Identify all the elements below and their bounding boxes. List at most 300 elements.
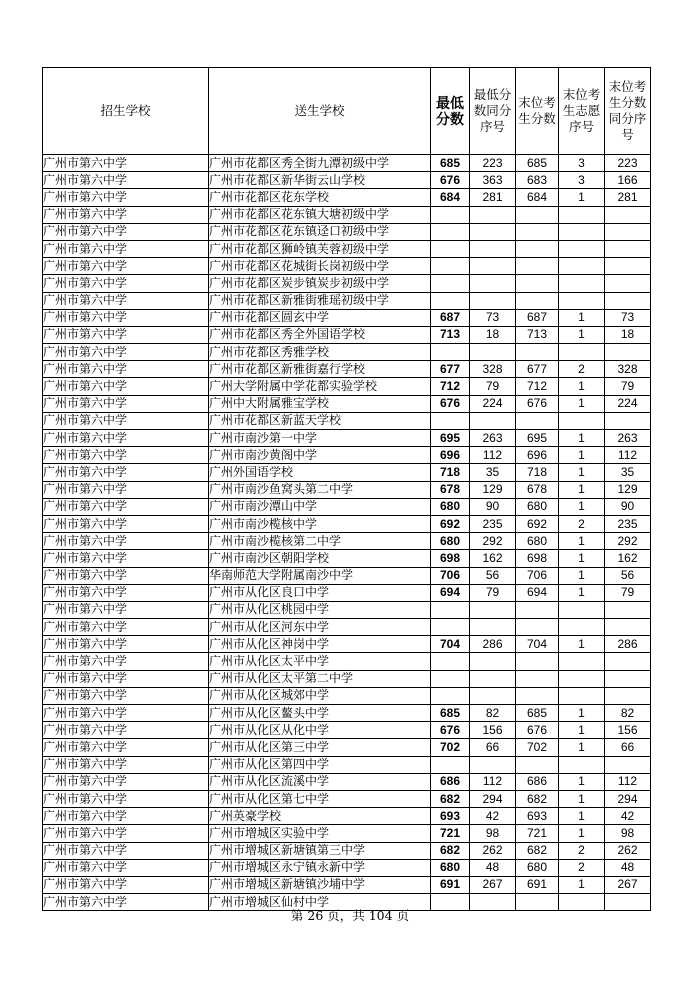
min-score-cell: 680 bbox=[431, 533, 470, 550]
min-rank-cell: 82 bbox=[470, 705, 516, 722]
last-pref-cell: 1 bbox=[559, 326, 605, 343]
recruit-school-cell: 广州市第六中学 bbox=[43, 636, 209, 653]
table-row bbox=[43, 464, 651, 481]
send-school-cell: 广州市从化区流溪中学 bbox=[209, 773, 431, 790]
last-score-cell: 684 bbox=[516, 189, 559, 206]
table-row bbox=[43, 206, 651, 223]
recruit-school-cell: 广州市第六中学 bbox=[43, 292, 209, 309]
table-row bbox=[43, 412, 651, 429]
recruit-school-cell: 广州市第六中学 bbox=[43, 361, 209, 378]
min-score-cell bbox=[431, 223, 470, 240]
last-pref-cell bbox=[559, 412, 605, 429]
last-pref-cell: 1 bbox=[559, 636, 605, 653]
last-score-cell: 685 bbox=[516, 705, 559, 722]
last-score-cell bbox=[516, 275, 559, 292]
send-school-cell: 广州市从化区良口中学 bbox=[209, 584, 431, 601]
min-rank-cell: 112 bbox=[470, 773, 516, 790]
last-pref-cell bbox=[559, 687, 605, 704]
table-row bbox=[43, 481, 651, 498]
table-row bbox=[43, 361, 651, 378]
last-rank-cell: 56 bbox=[605, 567, 651, 584]
min-score-cell: 692 bbox=[431, 515, 470, 532]
header-last-pref: 末位考生志愿序号 bbox=[559, 68, 605, 155]
recruit-school-cell: 广州市第六中学 bbox=[43, 670, 209, 687]
send-school-cell: 广州市南沙黄阁中学 bbox=[209, 447, 431, 464]
send-school-cell: 广州中大附属雅宝学校 bbox=[209, 395, 431, 412]
table-row bbox=[43, 326, 651, 343]
table-row bbox=[43, 258, 651, 275]
send-school-cell: 广州市花都区炭步镇炭步初级中学 bbox=[209, 275, 431, 292]
table-row bbox=[43, 842, 651, 859]
last-pref-cell: 1 bbox=[559, 722, 605, 739]
min-score-cell bbox=[431, 206, 470, 223]
last-rank-cell: 82 bbox=[605, 705, 651, 722]
min-score-cell bbox=[431, 240, 470, 257]
send-school-cell: 广州市花都区秀全外国语学校 bbox=[209, 326, 431, 343]
send-school-cell: 广州市从化区神岗中学 bbox=[209, 636, 431, 653]
send-school-cell: 广州市花都区花城街长岗初级中学 bbox=[209, 258, 431, 275]
last-score-cell: 676 bbox=[516, 722, 559, 739]
last-pref-cell: 1 bbox=[559, 481, 605, 498]
send-school-cell: 广州市花都区新华街云山学校 bbox=[209, 172, 431, 189]
last-score-cell: 685 bbox=[516, 155, 559, 172]
last-score-cell: 712 bbox=[516, 378, 559, 395]
recruit-school-cell: 广州市第六中学 bbox=[43, 619, 209, 636]
last-rank-cell: 294 bbox=[605, 790, 651, 807]
last-pref-cell: 1 bbox=[559, 395, 605, 412]
min-rank-cell: 267 bbox=[470, 876, 516, 893]
min-rank-cell: 224 bbox=[470, 395, 516, 412]
header-send-school: 送生学校 bbox=[209, 68, 431, 155]
send-school-cell: 华南师范大学附属南沙中学 bbox=[209, 567, 431, 584]
table-row bbox=[43, 395, 651, 412]
send-school-cell: 广州市花都区花东镇大塘初级中学 bbox=[209, 206, 431, 223]
recruit-school-cell: 广州市第六中学 bbox=[43, 790, 209, 807]
table-row bbox=[43, 619, 651, 636]
last-rank-cell: 90 bbox=[605, 498, 651, 515]
recruit-school-cell: 广州市第六中学 bbox=[43, 430, 209, 447]
recruit-school-cell: 广州市第六中学 bbox=[43, 756, 209, 773]
min-score-cell: 695 bbox=[431, 430, 470, 447]
last-rank-cell bbox=[605, 223, 651, 240]
last-pref-cell bbox=[559, 653, 605, 670]
min-rank-cell: 223 bbox=[470, 155, 516, 172]
table-row bbox=[43, 567, 651, 584]
recruit-school-cell: 广州市第六中学 bbox=[43, 584, 209, 601]
last-pref-cell: 1 bbox=[559, 739, 605, 756]
min-score-cell: 698 bbox=[431, 550, 470, 567]
last-pref-cell: 2 bbox=[559, 515, 605, 532]
last-score-cell bbox=[516, 412, 559, 429]
table-row bbox=[43, 155, 651, 172]
min-score-cell: 718 bbox=[431, 464, 470, 481]
table-row bbox=[43, 378, 651, 395]
table-row bbox=[43, 292, 651, 309]
last-score-cell bbox=[516, 756, 559, 773]
min-score-cell: 712 bbox=[431, 378, 470, 395]
last-rank-cell bbox=[605, 412, 651, 429]
send-school-cell: 广州市南沙鱼窝头第二中学 bbox=[209, 481, 431, 498]
last-rank-cell: 35 bbox=[605, 464, 651, 481]
min-rank-cell: 281 bbox=[470, 189, 516, 206]
table-row bbox=[43, 515, 651, 532]
table-row bbox=[43, 498, 651, 515]
last-rank-cell bbox=[605, 619, 651, 636]
min-score-cell: 685 bbox=[431, 705, 470, 722]
send-school-cell: 广州市花都区狮岭镇芙蓉初级中学 bbox=[209, 240, 431, 257]
recruit-school-cell: 广州市第六中学 bbox=[43, 653, 209, 670]
table-row bbox=[43, 275, 651, 292]
admission-table bbox=[42, 67, 651, 911]
min-score-cell: 677 bbox=[431, 361, 470, 378]
last-pref-cell bbox=[559, 670, 605, 687]
last-rank-cell: 79 bbox=[605, 378, 651, 395]
last-rank-cell bbox=[605, 344, 651, 361]
last-rank-cell: 129 bbox=[605, 481, 651, 498]
min-rank-cell bbox=[470, 670, 516, 687]
last-pref-cell: 2 bbox=[559, 859, 605, 876]
min-rank-cell: 35 bbox=[470, 464, 516, 481]
send-school-cell: 广州市增城区新塘镇第三中学 bbox=[209, 842, 431, 859]
min-rank-cell bbox=[470, 344, 516, 361]
last-score-cell: 691 bbox=[516, 876, 559, 893]
table-row bbox=[43, 584, 651, 601]
min-rank-cell: 56 bbox=[470, 567, 516, 584]
table-row bbox=[43, 859, 651, 876]
last-rank-cell: 112 bbox=[605, 447, 651, 464]
send-school-cell: 广州市花都区圆玄中学 bbox=[209, 309, 431, 326]
table-row bbox=[43, 722, 651, 739]
min-rank-cell bbox=[470, 240, 516, 257]
send-school-cell: 广州市从化区第四中学 bbox=[209, 756, 431, 773]
last-rank-cell: 263 bbox=[605, 430, 651, 447]
last-rank-cell: 42 bbox=[605, 808, 651, 825]
last-score-cell: 721 bbox=[516, 825, 559, 842]
min-rank-cell bbox=[470, 292, 516, 309]
page-footer: 第 26 页，共 104 页 bbox=[290, 908, 410, 923]
recruit-school-cell: 广州市第六中学 bbox=[43, 395, 209, 412]
min-score-cell: 680 bbox=[431, 498, 470, 515]
last-score-cell: 692 bbox=[516, 515, 559, 532]
recruit-school-cell: 广州市第六中学 bbox=[43, 498, 209, 515]
last-score-cell bbox=[516, 653, 559, 670]
last-rank-cell: 112 bbox=[605, 773, 651, 790]
last-pref-cell bbox=[559, 275, 605, 292]
send-school-cell: 广州市南沙潭山中学 bbox=[209, 498, 431, 515]
last-pref-cell bbox=[559, 223, 605, 240]
last-rank-cell: 235 bbox=[605, 515, 651, 532]
table-row bbox=[43, 636, 651, 653]
send-school-cell: 广州市花都区新雅街雅瑶初级中学 bbox=[209, 292, 431, 309]
recruit-school-cell: 广州市第六中学 bbox=[43, 481, 209, 498]
last-rank-cell: 66 bbox=[605, 739, 651, 756]
last-score-cell: 683 bbox=[516, 172, 559, 189]
last-rank-cell bbox=[605, 687, 651, 704]
last-score-cell: 698 bbox=[516, 550, 559, 567]
min-rank-cell: 162 bbox=[470, 550, 516, 567]
recruit-school-cell: 广州市第六中学 bbox=[43, 223, 209, 240]
last-rank-cell: 267 bbox=[605, 876, 651, 893]
recruit-school-cell: 广州市第六中学 bbox=[43, 240, 209, 257]
recruit-school-cell: 广州市第六中学 bbox=[43, 155, 209, 172]
recruit-school-cell: 广州市第六中学 bbox=[43, 206, 209, 223]
min-score-cell: 682 bbox=[431, 790, 470, 807]
last-rank-cell: 292 bbox=[605, 533, 651, 550]
last-rank-cell: 48 bbox=[605, 859, 651, 876]
min-score-cell bbox=[431, 292, 470, 309]
recruit-school-cell: 广州市第六中学 bbox=[43, 172, 209, 189]
table-body bbox=[43, 155, 651, 911]
send-school-cell: 广州市南沙区朝阳学校 bbox=[209, 550, 431, 567]
recruit-school-cell: 广州市第六中学 bbox=[43, 739, 209, 756]
table-row bbox=[43, 687, 651, 704]
min-rank-cell: 294 bbox=[470, 790, 516, 807]
min-score-cell: 686 bbox=[431, 773, 470, 790]
last-score-cell: 680 bbox=[516, 533, 559, 550]
header-last-rank: 末位考生分数同分序号 bbox=[605, 68, 651, 155]
min-score-cell: 685 bbox=[431, 155, 470, 172]
min-rank-cell: 73 bbox=[470, 309, 516, 326]
last-score-cell: 718 bbox=[516, 464, 559, 481]
last-score-cell: 693 bbox=[516, 808, 559, 825]
last-pref-cell: 3 bbox=[559, 172, 605, 189]
last-score-cell: 704 bbox=[516, 636, 559, 653]
table-row bbox=[43, 533, 651, 550]
min-rank-cell bbox=[470, 687, 516, 704]
last-rank-cell bbox=[605, 670, 651, 687]
recruit-school-cell: 广州市第六中学 bbox=[43, 842, 209, 859]
recruit-school-cell: 广州市第六中学 bbox=[43, 378, 209, 395]
table-row bbox=[43, 756, 651, 773]
last-pref-cell: 1 bbox=[559, 567, 605, 584]
last-pref-cell: 1 bbox=[559, 447, 605, 464]
min-score-cell: 694 bbox=[431, 584, 470, 601]
recruit-school-cell: 广州市第六中学 bbox=[43, 344, 209, 361]
min-rank-cell bbox=[470, 275, 516, 292]
last-score-cell bbox=[516, 240, 559, 257]
min-rank-cell bbox=[470, 601, 516, 618]
last-score-cell: 676 bbox=[516, 395, 559, 412]
min-rank-cell bbox=[470, 412, 516, 429]
send-school-cell: 广州市从化区第三中学 bbox=[209, 739, 431, 756]
send-school-cell: 广州英豪学校 bbox=[209, 808, 431, 825]
last-pref-cell: 2 bbox=[559, 842, 605, 859]
table-row bbox=[43, 240, 651, 257]
last-score-cell: 678 bbox=[516, 481, 559, 498]
table-row bbox=[43, 808, 651, 825]
header-min-rank: 最低分数同分序号 bbox=[470, 68, 516, 155]
last-score-cell bbox=[516, 206, 559, 223]
last-pref-cell bbox=[559, 619, 605, 636]
recruit-school-cell: 广州市第六中学 bbox=[43, 894, 209, 911]
table-row bbox=[43, 653, 651, 670]
header-last-score: 末位考生分数 bbox=[516, 68, 559, 155]
recruit-school-cell: 广州市第六中学 bbox=[43, 550, 209, 567]
table-row bbox=[43, 447, 651, 464]
table-header bbox=[43, 68, 651, 155]
min-score-cell bbox=[431, 344, 470, 361]
min-score-cell: 693 bbox=[431, 808, 470, 825]
last-pref-cell bbox=[559, 206, 605, 223]
send-school-cell: 广州市从化区鳌头中学 bbox=[209, 705, 431, 722]
min-score-cell bbox=[431, 687, 470, 704]
last-rank-cell bbox=[605, 275, 651, 292]
last-rank-cell bbox=[605, 653, 651, 670]
recruit-school-cell: 广州市第六中学 bbox=[43, 567, 209, 584]
table-row bbox=[43, 172, 651, 189]
last-score-cell bbox=[516, 670, 559, 687]
last-pref-cell: 1 bbox=[559, 790, 605, 807]
recruit-school-cell: 广州市第六中学 bbox=[43, 515, 209, 532]
last-rank-cell: 223 bbox=[605, 155, 651, 172]
recruit-school-cell: 广州市第六中学 bbox=[43, 601, 209, 618]
min-rank-cell: 90 bbox=[470, 498, 516, 515]
min-rank-cell bbox=[470, 206, 516, 223]
send-school-cell: 广州市花都区新蓝天学校 bbox=[209, 412, 431, 429]
recruit-school-cell: 广州市第六中学 bbox=[43, 859, 209, 876]
min-score-cell: 680 bbox=[431, 859, 470, 876]
min-score-cell: 676 bbox=[431, 395, 470, 412]
last-pref-cell: 1 bbox=[559, 309, 605, 326]
min-score-cell bbox=[431, 670, 470, 687]
min-score-cell: 713 bbox=[431, 326, 470, 343]
recruit-school-cell: 广州市第六中学 bbox=[43, 258, 209, 275]
min-rank-cell: 42 bbox=[470, 808, 516, 825]
last-score-cell bbox=[516, 292, 559, 309]
send-school-cell: 广州市从化区太平中学 bbox=[209, 653, 431, 670]
recruit-school-cell: 广州市第六中学 bbox=[43, 876, 209, 893]
table-row bbox=[43, 550, 651, 567]
min-rank-cell: 66 bbox=[470, 739, 516, 756]
table-row bbox=[43, 223, 651, 240]
recruit-school-cell: 广州市第六中学 bbox=[43, 189, 209, 206]
last-rank-cell: 328 bbox=[605, 361, 651, 378]
table-row bbox=[43, 344, 651, 361]
header-min-score: 最低分数 bbox=[431, 68, 470, 155]
send-school-cell: 广州市从化区太平第二中学 bbox=[209, 670, 431, 687]
min-score-cell bbox=[431, 258, 470, 275]
min-rank-cell: 262 bbox=[470, 842, 516, 859]
min-rank-cell: 79 bbox=[470, 584, 516, 601]
send-school-cell: 广州外国语学校 bbox=[209, 464, 431, 481]
table-row bbox=[43, 876, 651, 893]
last-rank-cell bbox=[605, 756, 651, 773]
last-pref-cell bbox=[559, 756, 605, 773]
table-row bbox=[43, 189, 651, 206]
last-score-cell: 682 bbox=[516, 842, 559, 859]
last-rank-cell: 79 bbox=[605, 584, 651, 601]
header-recruit-school: 招生学校 bbox=[43, 68, 209, 155]
table-row bbox=[43, 825, 651, 842]
last-rank-cell: 98 bbox=[605, 825, 651, 842]
min-score-cell bbox=[431, 756, 470, 773]
send-school-cell: 广州市花都区花东镇迳口初级中学 bbox=[209, 223, 431, 240]
last-pref-cell bbox=[559, 258, 605, 275]
min-rank-cell bbox=[470, 619, 516, 636]
min-score-cell: 704 bbox=[431, 636, 470, 653]
last-pref-cell: 3 bbox=[559, 155, 605, 172]
send-school-cell: 广州市增城区新塘镇沙埔中学 bbox=[209, 876, 431, 893]
min-score-cell: 691 bbox=[431, 876, 470, 893]
last-score-cell bbox=[516, 687, 559, 704]
min-rank-cell: 48 bbox=[470, 859, 516, 876]
last-rank-cell: 73 bbox=[605, 309, 651, 326]
last-score-cell: 682 bbox=[516, 790, 559, 807]
min-score-cell bbox=[431, 601, 470, 618]
last-score-cell: 696 bbox=[516, 447, 559, 464]
last-score-cell bbox=[516, 601, 559, 618]
recruit-school-cell: 广州市第六中学 bbox=[43, 464, 209, 481]
min-score-cell: 676 bbox=[431, 722, 470, 739]
last-score-cell: 677 bbox=[516, 361, 559, 378]
recruit-school-cell: 广州市第六中学 bbox=[43, 705, 209, 722]
last-pref-cell: 1 bbox=[559, 705, 605, 722]
min-score-cell: 687 bbox=[431, 309, 470, 326]
last-pref-cell: 1 bbox=[559, 550, 605, 567]
last-score-cell: 686 bbox=[516, 773, 559, 790]
last-score-cell: 713 bbox=[516, 326, 559, 343]
last-rank-cell: 262 bbox=[605, 842, 651, 859]
min-rank-cell bbox=[470, 258, 516, 275]
min-rank-cell: 129 bbox=[470, 481, 516, 498]
min-rank-cell: 235 bbox=[470, 515, 516, 532]
min-rank-cell: 156 bbox=[470, 722, 516, 739]
min-score-cell: 682 bbox=[431, 842, 470, 859]
recruit-school-cell: 广州市第六中学 bbox=[43, 773, 209, 790]
last-rank-cell bbox=[605, 206, 651, 223]
table-row bbox=[43, 790, 651, 807]
min-rank-cell: 363 bbox=[470, 172, 516, 189]
min-rank-cell bbox=[470, 223, 516, 240]
last-pref-cell: 1 bbox=[559, 773, 605, 790]
recruit-school-cell: 广州市第六中学 bbox=[43, 533, 209, 550]
recruit-school-cell: 广州市第六中学 bbox=[43, 275, 209, 292]
min-score-cell: 706 bbox=[431, 567, 470, 584]
recruit-school-cell: 广州市第六中学 bbox=[43, 326, 209, 343]
last-rank-cell: 281 bbox=[605, 189, 651, 206]
min-score-cell bbox=[431, 275, 470, 292]
send-school-cell: 广州大学附属中学花都实验学校 bbox=[209, 378, 431, 395]
send-school-cell: 广州市从化区桃园中学 bbox=[209, 601, 431, 618]
send-school-cell: 广州市花都区秀雅学校 bbox=[209, 344, 431, 361]
last-pref-cell bbox=[559, 601, 605, 618]
last-score-cell: 706 bbox=[516, 567, 559, 584]
last-rank-cell: 162 bbox=[605, 550, 651, 567]
send-school-cell: 广州市花都区秀全街九潭初级中学 bbox=[209, 155, 431, 172]
table-row bbox=[43, 430, 651, 447]
last-score-cell: 702 bbox=[516, 739, 559, 756]
last-score-cell: 694 bbox=[516, 584, 559, 601]
last-rank-cell: 286 bbox=[605, 636, 651, 653]
last-rank-cell: 156 bbox=[605, 722, 651, 739]
last-pref-cell bbox=[559, 344, 605, 361]
recruit-school-cell: 广州市第六中学 bbox=[43, 825, 209, 842]
min-score-cell: 684 bbox=[431, 189, 470, 206]
min-rank-cell: 98 bbox=[470, 825, 516, 842]
last-pref-cell: 1 bbox=[559, 876, 605, 893]
min-score-cell bbox=[431, 619, 470, 636]
table-row bbox=[43, 773, 651, 790]
last-score-cell: 680 bbox=[516, 859, 559, 876]
send-school-cell: 广州市南沙榄核第二中学 bbox=[209, 533, 431, 550]
last-rank-cell: 224 bbox=[605, 395, 651, 412]
last-pref-cell bbox=[559, 240, 605, 257]
send-school-cell: 广州市花都区花东学校 bbox=[209, 189, 431, 206]
min-score-cell: 721 bbox=[431, 825, 470, 842]
min-score-cell bbox=[431, 653, 470, 670]
send-school-cell: 广州市增城区仙村中学 bbox=[209, 894, 431, 911]
send-school-cell: 广州市南沙榄核中学 bbox=[209, 515, 431, 532]
